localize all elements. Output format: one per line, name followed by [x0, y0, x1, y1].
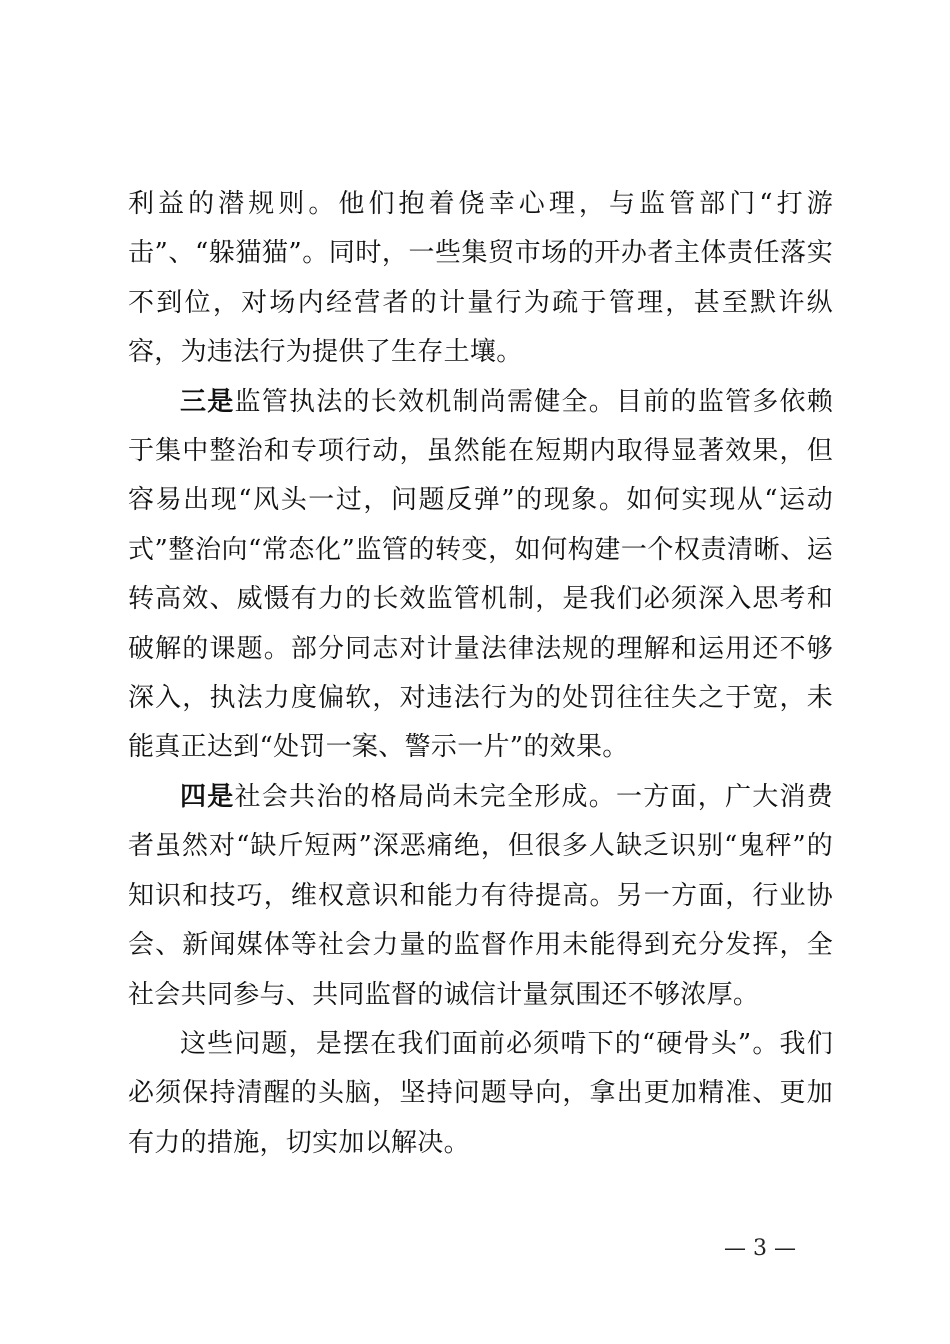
- paragraph-point-four: [128, 773, 833, 1020]
- page-number: — 3 —: [724, 1236, 796, 1261]
- paragraph-text: 这些问题，是摆在我们面前必须啃下的“硬骨头”。我们必须保持清醒的头脑，坚持问题导向，拿出更加精准、更加有力的措施，切实加以解决。: [128, 1028, 833, 1158]
- paragraph-lead-bold: 三是: [180, 386, 235, 417]
- paragraph-continued: [128, 180, 833, 378]
- paragraph-text: 监管执法的长效机制尚需健全。目前的监管多依赖于集中整治和专项行动，虽然能在短期内取得显著效果，但容易出现“风头一过，问题反弹”的现象。如何实现从“运动式”整治向“常态化”监管的转变，如何构建一个权责清晰、运转高效、威慑有力的长效监管机制，是我们必须深入思考和破解的课题。部分同志对计量法律法规的理解和运用还不够深入，执法力度偏软，对违法行为的处罚往往失之于宽，未能真正达到“处罚一案、警示一片”的效果。: [128, 386, 833, 763]
- paragraph-point-three: [128, 378, 833, 773]
- document-body: [128, 180, 833, 1168]
- paragraph-text: 利益的潜规则。他们抱着侥幸心理，与监管部门“打游击”、“躲猫猫”。同时，一些集贸市场的开办者主体责任落实不到位，对场内经营者的计量行为疏于管理，甚至默许纵容，为违法行为提供了生存土壤。: [128, 189, 833, 368]
- paragraph-text: 社会共治的格局尚未完全形成。一方面，广大消费者虽然对“缺斤短两”深恶痛绝，但很多人缺乏识别“鬼秤”的知识和技巧，维权意识和能力有待提高。另一方面，行业协会、新闻媒体等社会力量的监督作用未能得到充分发挥，全社会共同参与、共同监督的诚信计量氛围还不够浓厚。: [128, 781, 833, 1010]
- paragraph-lead-bold: 四是: [180, 781, 235, 812]
- paragraph-conclusion: [128, 1020, 833, 1168]
